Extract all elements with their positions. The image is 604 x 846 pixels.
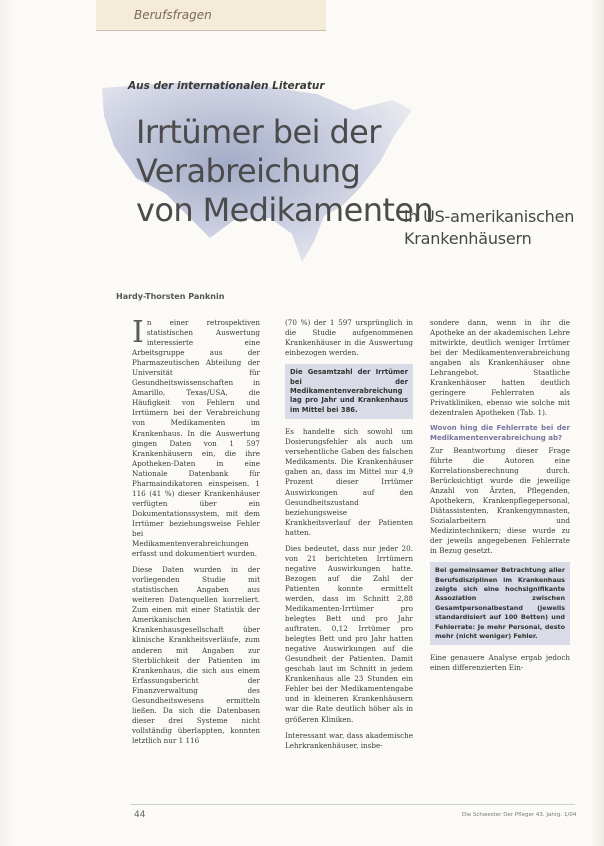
paragraph: Diese Daten wurden in der vorliegenden Studie mit statistischen Angaben aus weiteren Datenquellen korreliert. Zum einen mit einer Statistik der Amerikanischen Krankenhausgesellschaft über klinische Krankheitsverläufe, zum anderen mit Angaben zur Sterblichkeit der Patienten im Krankenhaus, die sich aus einem Erfassungsbericht der Finanzverwaltung des Gesundheitswesens ermitteln ließen. Da sich die Datenbasen dieser drei Systeme nicht vollständig überlappten, konnten letztlich nur 1 116 — [132, 565, 260, 745]
subtitle-line-1: in US-amerikanischen — [404, 207, 575, 226]
text-column-3 — [430, 318, 570, 680]
paragraph: Interessant war, dass akademische Lehrkrankenhäuser, insbe- — [285, 730, 413, 750]
paragraph: Es handelte sich sowohl um Dosierungsfehler als auch um versehentliche Gaben des falschen Medikaments. Die Krankenhäuser gaben an, dass im Mittel nur 4,9 Prozent dieser Irrtümer Auswirkungen auf den Gesundheitszustand beziehungsweise Krankheitsverlauf der Patienten hatten. — [285, 427, 413, 537]
rubric-label: Berufsfragen — [134, 8, 212, 22]
paragraph: Dies bedeutet, dass nur jeder 20. von 21 berichteten Irrtümern negative Auswirkungen hatte. Bezogen auf die Zahl der Patienten konnte ermittelt werden, dass im Schnitt 2,88 Medikamenten-Irrtümer pro belegtes Bett und pro Jahr auftraten. 0,12 Irrtümer pro belegtes Bett und pro Jahr hatten negative Auswirkungen auf die Gesundheit der Patienten. Damit geschah laut im Schnitt in jedem Krankenhaus alle 23 Stunden ein Fehler bei der Medikamentengabe und in kleineren Krankenhäusern war die Rate deutlich höher als in größeren Kliniken. — [285, 543, 413, 724]
text-column-2 — [285, 318, 413, 757]
article-author: Hardy-Thorsten Panknin — [116, 292, 225, 301]
paragraph-text: n einer retrospektiven statistischen Auswertung interessierte eine Arbeitsgruppe aus der Pharmazeutischen Abteilung der Universität für Gesundheitswissenschaften in Amarillo, Texas/USA, die Häufigkeit von Fehlern und Irrtümern bei der Verabreichung von Medikamenten im Krankenhaus. In die Auswertung gingen Daten von 1 597 Krankenhäusern ein, die ihre Apotheken-Daten in eine Nationale Datenbank für Pharmaindikatoren einspeisen. 1 116 (41 %) dieser Krankenhäuser verfügten über ein Dokumentationssystem, mit dem Irrtümer beziehungsweise Fehler bei Medikamentenverabreichungen erfasst und dokumentiert wurden. — [132, 318, 260, 559]
section-rubric — [96, 0, 326, 31]
highlight-box: Bei gemeinsamer Betrachtung aller Berufsdisziplinen im Krankenhaus zeigte sich eine hochsignifikante Assoziation zwischen Gesamtpersonalbestand (jeweils standardisiert auf 100 Betten) und Fehlerrate: Je mehr Personal, desto mehr (nicht weniger) Fehler. — [430, 562, 570, 645]
footer-divider — [130, 804, 575, 805]
page-number: 44 — [134, 810, 146, 820]
paragraph: Zur Beantwortung dieser Frage führte die Autoren eine Korrelationsberechnung durch. Berücksichtigt wurde die jeweilige Anzahl von Ärzten, Pflegenden, Apothekern, Krankenpflegepersonal, Diätassistenten, Krankengymnasten, Sozialarbeitern und Medizintechnikern; diese wurde zu der jeweils angegebenen Fehlerrate in Bezug gesetzt. — [430, 445, 570, 556]
paragraph: Eine genauere Analyse ergab jedoch einen differenzierten Ein- — [430, 653, 570, 673]
paragraph — [132, 315, 260, 559]
article-kicker: Aus der internationalen Literatur — [128, 80, 325, 92]
paragraph: sondere dann, wenn in ihr die Apotheke an der akademischen Lehre mitwirkte, deutlich weniger Irrtümer bei der Medikamentenverabreichung angaben als Krankenhäuser ohne Lehrangebot. Staatliche Krankenhäuser hatten deutlich geringere Fehlerraten als Privatkliniken, ebenso wie solche mit dezentralen Apotheken (Tab. 1). — [430, 318, 570, 418]
drop-cap: I — [132, 315, 144, 350]
title-line-2: von Medikamenten — [136, 191, 434, 229]
article-subtitle — [404, 206, 594, 250]
title-line-1: Irrtümer bei der Verabreichung — [136, 113, 381, 190]
paragraph: (70 %) der 1 597 ursprünglich in die Studie aufgenommenen Krankenhäuser in die Auswertung einbezogen werden. — [285, 318, 413, 358]
highlight-box: Die Gesamtzahl der Irrtümer bei der Medikamentenverabreichung lag pro Jahr und Krankenhaus im Mittel bei 386. — [285, 364, 413, 419]
subheading: Wovon hing die Fehlerrate bei der Medikamentenverabreichung ab? — [430, 424, 570, 443]
subtitle-line-2: Krankenhäusern — [404, 229, 532, 248]
text-column-1 — [132, 315, 260, 752]
journal-citation: Die Schwester Der Pfleger 43. Jahrg. 1/04 — [462, 812, 577, 818]
